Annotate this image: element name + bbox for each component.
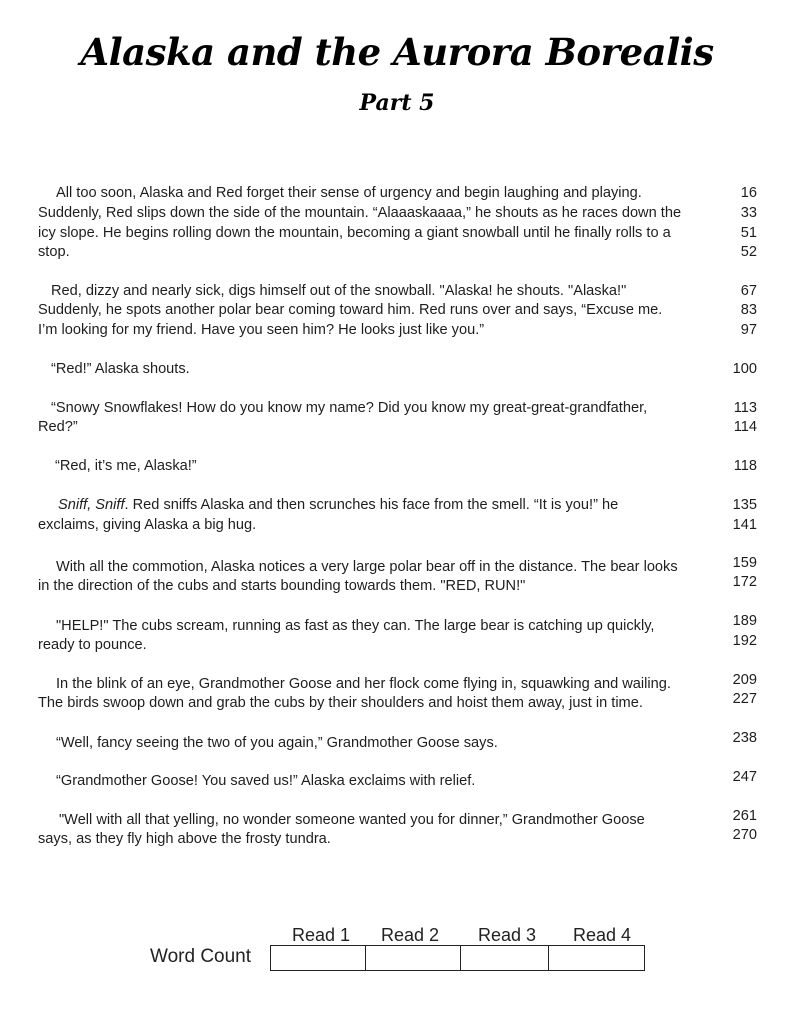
word-count-marker: 270 <box>732 827 757 843</box>
text-line: "Well with all that yelling, no wonder someone wanted you for dinner,” Grandmother Goose <box>59 812 645 828</box>
word-count-marker: 114 <box>733 419 757 435</box>
read-4-box[interactable] <box>548 945 645 971</box>
read-3-label: Read 3 <box>477 925 537 945</box>
word-count-marker: 238 <box>732 730 757 746</box>
text-line: Suddenly, Red slips down the side of the mountain. “Alaaaskaaaa,” he shouts as he races down the <box>38 205 682 221</box>
text-line: “Snowy Snowflakes! How do you know my name? Did you know my great-great-grandfather, <box>51 400 648 416</box>
word-count-marker: 189 <box>732 613 757 629</box>
word-count-marker: 209 <box>732 672 757 688</box>
page-title: Alaska and the Aurora Borealis <box>80 30 714 74</box>
read-2-label: Read 2 <box>380 925 440 945</box>
text-line: “Red, it’s me, Alaska!” <box>55 458 197 474</box>
page-subtitle: Part 5 <box>359 90 435 116</box>
text-line <box>58 495 748 515</box>
text-line: In the blink of an eye, Grandmother Goose and her flock come flying in, squawking and wailing. <box>56 676 671 692</box>
word-count-marker: 141 <box>732 517 757 533</box>
read-4-label: Read 4 <box>572 925 632 945</box>
word-count-label: Word Count <box>150 946 252 967</box>
text-line: says, as they fly high above the frosty tundra. <box>38 831 331 847</box>
text-line: “Red!” Alaska shouts. <box>51 361 190 377</box>
text-line: I’m looking for my friend. Have you seen him? He looks just like you.” <box>38 322 485 338</box>
word-count-marker: 135 <box>732 497 757 513</box>
read-2-box[interactable] <box>365 945 461 971</box>
text-line: in the direction of the cubs and starts bounding towards them. "RED, RUN!" <box>38 578 526 594</box>
word-count-marker: 192 <box>732 633 757 649</box>
text-line-rest: . Red sniffs Alaska and then scrunches his face from the smell. “It is you!” he <box>124 497 619 513</box>
text-line: All too soon, Alaska and Red forget their sense of urgency and begin laughing and playing. <box>56 185 642 201</box>
word-count-marker: 118 <box>733 458 757 474</box>
text-line: icy slope. He begins rolling down the mountain, becoming a giant snowball until he finally rolls to a <box>38 225 671 241</box>
word-count-marker: 172 <box>732 574 757 590</box>
text-line: “Well, fancy seeing the two of you again,” Grandmother Goose says. <box>56 735 498 751</box>
text-line: ready to pounce. <box>38 637 147 653</box>
word-count-marker: 261 <box>732 808 757 824</box>
word-count-marker: 33 <box>740 205 757 221</box>
text-line: Red?” <box>38 419 78 435</box>
word-count-marker: 51 <box>740 225 757 241</box>
word-count-marker: 97 <box>740 322 757 338</box>
text-line: "HELP!" The cubs scream, running as fast as they can. The large bear is catching up quickly, <box>56 618 655 634</box>
word-count-marker: 100 <box>732 361 757 377</box>
text-line: exclaims, giving Alaska a big hug. <box>38 517 257 533</box>
text-line: “Grandmother Goose! You saved us!” Alaska exclaims with relief. <box>56 773 476 789</box>
word-count-marker: 52 <box>740 244 757 260</box>
read-3-box[interactable] <box>460 945 549 971</box>
read-1-label: Read 1 <box>291 925 351 945</box>
word-count-marker: 16 <box>740 185 757 201</box>
text-line: The birds swoop down and grab the cubs by their shoulders and hoist them away, just in time. <box>38 695 643 711</box>
word-count-marker: 83 <box>740 302 757 318</box>
sound-effect: Sniff, Sniff <box>58 497 125 513</box>
word-count-marker: 247 <box>732 769 757 785</box>
word-count-marker: 227 <box>732 691 757 707</box>
text-line: Red, dizzy and nearly sick, digs himself out of the snowball. "Alaska! he shouts. "Alaska!" <box>51 283 627 299</box>
word-count-marker: 159 <box>732 555 757 571</box>
text-line: With all the commotion, Alaska notices a very large polar bear off in the distance. The bear looks <box>56 559 678 575</box>
word-count-marker: 67 <box>740 283 757 299</box>
text-line: Suddenly, he spots another polar bear coming toward him. Red runs over and says, “Excuse me. <box>38 302 663 318</box>
word-count-marker: 113 <box>733 400 757 416</box>
text-line: stop. <box>38 244 70 260</box>
read-1-box[interactable] <box>270 945 366 971</box>
